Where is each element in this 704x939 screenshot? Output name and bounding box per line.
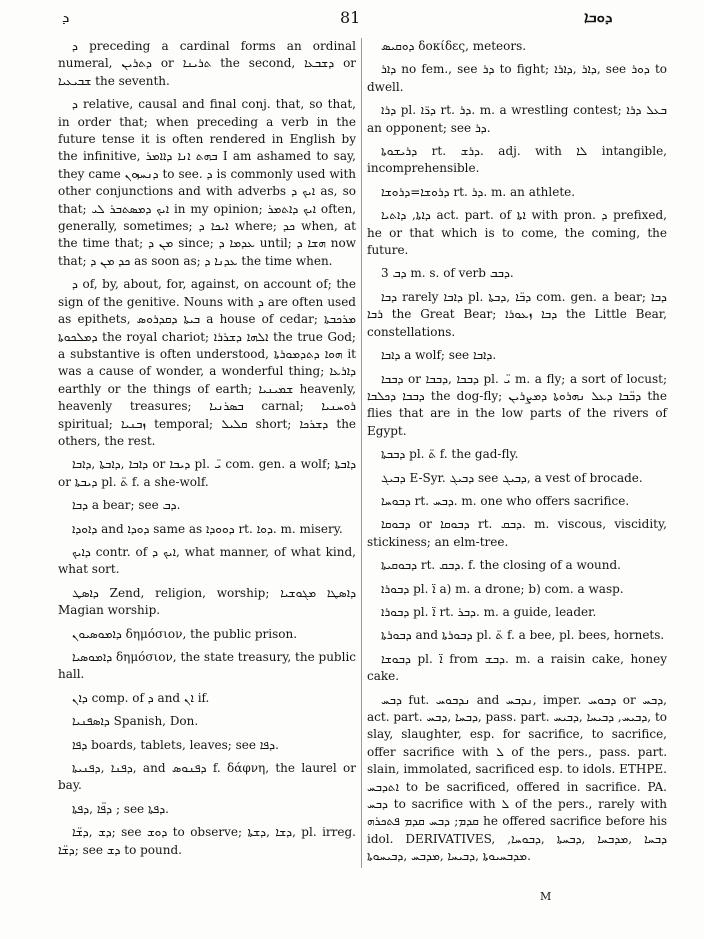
left-column — [58, 38, 356, 865]
entry: ܕܒ 3 m. s. of verb ܕܒܒ. — [381, 266, 514, 281]
entry: ܕܒܘܪܐ pl. ܐ̈ a) m. a drone; b) com. a wasp. — [381, 581, 624, 596]
entry: ܕܒܘܪܬܐ and ܕܒܘܪܬܐ pl. ܬ̈ f. a bee, pl. bees, hornets. — [381, 628, 665, 643]
entry: ܕܒܘܚܐ rt. ܕܒܚ. m. one who offers sacrifice. — [381, 493, 630, 508]
entry: ܕܐܝܟ contr. of ܐܝܟ ܕ, what manner, of what kind, what sort. — [58, 544, 356, 577]
entry: ܕܐܣܦܢܝܐ Spanish, Don. — [72, 714, 199, 729]
entry: ܕܫ ,ܕܫ̈ܐ; see ܕܘܫ to observe; ܕܫܐ ,ܕܫܬܐ, pl. irreg. ܕܫ̈ܐ; see ܕܫ to pound. — [58, 825, 356, 857]
entry: ܕܒܝܓ E-Syr. ܕܒܝܓ see ܕܒܝܓ, a vest of brocade. — [381, 470, 643, 485]
entry: ܕܪܘܫܐ=ܕܪܘܫܐ rt. ܕܪ. m. an athlete. — [381, 184, 576, 199]
page-number: 81 — [340, 8, 361, 27]
entry: ܕܒܘܪܐ pl. ܐ̈ rt. ܕܒܪ. m. a guide, leader. — [381, 604, 597, 619]
entry: ܕ of, by, about, for, against, on account of; the sign of the genitive. Nouns with ܕ are often used as epithets, ܒܝܬܐ ܕܩܕܪܘܣ a house of cedar; ܡܪܟܒܬܐ ܕܡܠܟܘܬܐ the royal chariot; ܐܠܗܐ ܕܫܪܪܐ the true God; a substantive is often understood, ܗܘܐ ܕܬܕܡܘܪܬܐ it was a cause of wonder, a wonderful thing; ܕܐܪܥܐ earthly or the things of earth; ܫܡܝܢܝܐ heavenly, heavenly treasures; ܒܣܪܢܝܐ carnal; ܪܘܚܢܝܐ spiritual; ܙܒܢܝܐ temporal; ܩܠܝܠ short; ܕܫܪܟܐ the others, the rest. — [58, 277, 357, 448]
entry: ܕܒܘܩܝܬܐ rt. ܕܒܩ. f. the closing of a wound. — [381, 558, 621, 573]
header-right-word: ܕܘܒܐ — [584, 8, 613, 26]
entry: ܕ preceding a cardinal forms an ordinal numeral, ܕܬܪܝܢ or ܬܪܝܢܐ the second, ܕܫܒܥܐ or ܫܒܝܥܝܐ the seventh. — [58, 39, 357, 88]
entry: ܕܐܬܐ, ܕܐܬܝܐ act. part. of ܐܬܐ with pron. ܕ prefixed, he or that which is to come, the coming, the future. — [367, 208, 667, 258]
entry: ܕܐܒܐ ,ܕܐܒܬܐ ,ܕܐܒܐ or ܕܝܒܐ pl. ܝ̈ com. gen. a wolf; ܕܐܒܬܐ or ܕܝܒܬܐ pl. ܬ̈ f. a she-wolf. — [58, 457, 357, 489]
entry: ܕܒܚ fut. ܢܕܒܘܚ and ܢܕܒܚ, imper. ܕܒܘܚ or ܕܒܚ, act. part. ܕܒܚܐ ,ܕܒܚ, pass. part. ܕܒܝܚ, ܕܒܝܚܐ ,ܕܒܝܚ, to slay, slaughter, esp. for sacrifice, to sacrifice, offer sacrifice with ܠ of the pers., pass. part. slain, immolated, sacrificed esp. to idols. ETHPE. ܐܬܕܒܚ to be sacrificed, offered in sacrifice. PA. ܕܒܚ to sacrifice with ܠ of the pers., rarely with ܩܕܡ; ܕܒܚ ܩܕܡ ܦܬܟܪܗ he offered sacrifice before his idol. DERIVATIVES, ܕܒܚܐ ,ܡܕܒܚܐ ,ܕܒܚܬܐ ,ܕܒܘܚܐ, ܡܕܒܚܝܘܬܐ ,ܕܒܝܚܐ ,ܡܕܒܚ ,ܕܒܝܚܘܬܐ. — [367, 692, 668, 864]
header-left-letter: ܕ — [62, 8, 70, 26]
entry: ܕܦܢܐ ,ܕܦܢܝܬܐ, and ܕܦܢܘܣ f. δάφνη, the laurel or bay. — [58, 761, 356, 793]
entry: ܕ relative, causal and final conj. that, so that, in order that; when preceding a verb in the future tense it is often rendered in English by the infinitive, ܒܗܬ ܐܢܐ ܕܐܐܡܪ I am ashamed to say, they came ܕܢܚܙܘܢ to see. ܕ is commonly used with other conjunctions and with adverbs ܐܝܟ ܕ as, so that; ܐܝܟ ܕܡܣܬܒܪ ܠܝ in my opinion; ܐܝܟ ܕܐܬܡܪ often, generally, sometimes; ܐܝܟܐ ܕ where; ܟܕ when, at the time that; ܡܢ ܕ since; ܥܕܡܐ ܕ until; ܗܫܐ ܕ now that; ܟܕ ܡܢ ܕ as soon as; ܥܕܢܐ ܕ the time when. — [58, 97, 357, 268]
entry: ܕܐܪ no fem., see ܕܪ to fight; ܕܐܪ ,ܕܐܪܐ, see ܕܘܪ to dwell. — [367, 62, 667, 94]
entry: ܕܒܘܫܐ pl. ܐ̈ from ܕܒܫ. m. a raisin cake, honey cake. — [367, 651, 668, 684]
entry: ܕܐܡܘܣܝܘܢ δημόσιον, the public prison. — [72, 626, 298, 641]
entry: ܕܒܐ rarely ܕܐܒܐ pl. ܕܒ̈ܐ ,ܕܒܬܐ com. gen. a bear; ܕܒܐ ܪܒܐ the Great Bear; ܕܒܐ ܙܥܘܪܐ the Little Bear, constellations. — [367, 289, 667, 339]
signature-mark: M — [540, 890, 552, 903]
entry: ܕܐܘܕܐ and ܕܘܕܐ same as ܕܘܘܕܐ rt. ܕܘܐ. m. misery. — [72, 521, 343, 536]
entry: ܕܦ̈ܐ ,ܕܦܬܐ ; see ܕܦܬܐ. — [72, 801, 169, 816]
entry: ܕܐܣܛ Zend, religion, worship; ܕܐܣܛܐ ܡܓܘܫܝܐ Magian worship. — [58, 585, 357, 618]
entry: ܕܘܩܝܣ δοκίδες, meteors. — [381, 39, 527, 53]
entry: ܕܒܐ a bear; see ܕܒ. — [72, 498, 181, 513]
entry: ܕܒܒܐ or ܕܒܒܐ ,ܕܒܒܐ pl. ܝ̈ m. a fly; a sort of locust; ܕܒܒܐ ܕܟܠܒܐ the dog-fly; ܕܒ̈ܒܐ ܕܥܠ ܢܗܪܘܬܐ ܕܡܨܪܝܢ the flies that are in the low parts of the rivers of Egypt. — [367, 371, 667, 438]
entry: ܕܐܡܘܣܝܐ δημόσιον, the state treasury, the public hall. — [58, 650, 356, 682]
entry: ܕܒܘܩܐ or ܕܒܘܩܐ rt. ܕܒܩ. m. viscous, viscidity, stickiness; an elm-tree. — [367, 517, 667, 549]
entry: ܕܦܐ boards, tablets, leaves; see ܕܦܐ. — [72, 737, 279, 752]
column-divider — [361, 38, 362, 868]
entry: ܕܪܐ pl. ܕܪ̈ܐ rt. ܕܪ. m. a wrestling contest; ܒܥܠ ܕܪܐ an opponent; see ܕܪ. — [367, 103, 667, 135]
entry: ܕܒܒܬܐ pl. ܬ̈ f. the gad-fly. — [381, 447, 519, 462]
page-header — [0, 8, 704, 30]
right-column — [367, 38, 667, 872]
entry: ܕܐܒܐ a wolf; see ܕܐܒܐ. — [381, 348, 497, 363]
entry: ܕܐܢ comp. of ܕ and ܐܢ if. — [72, 690, 210, 705]
entry: ܕܪܝܫܘܬܐ rt. ܕܪܫ. adj. with ܠܐ intangible, incomprehensible. — [367, 144, 667, 176]
